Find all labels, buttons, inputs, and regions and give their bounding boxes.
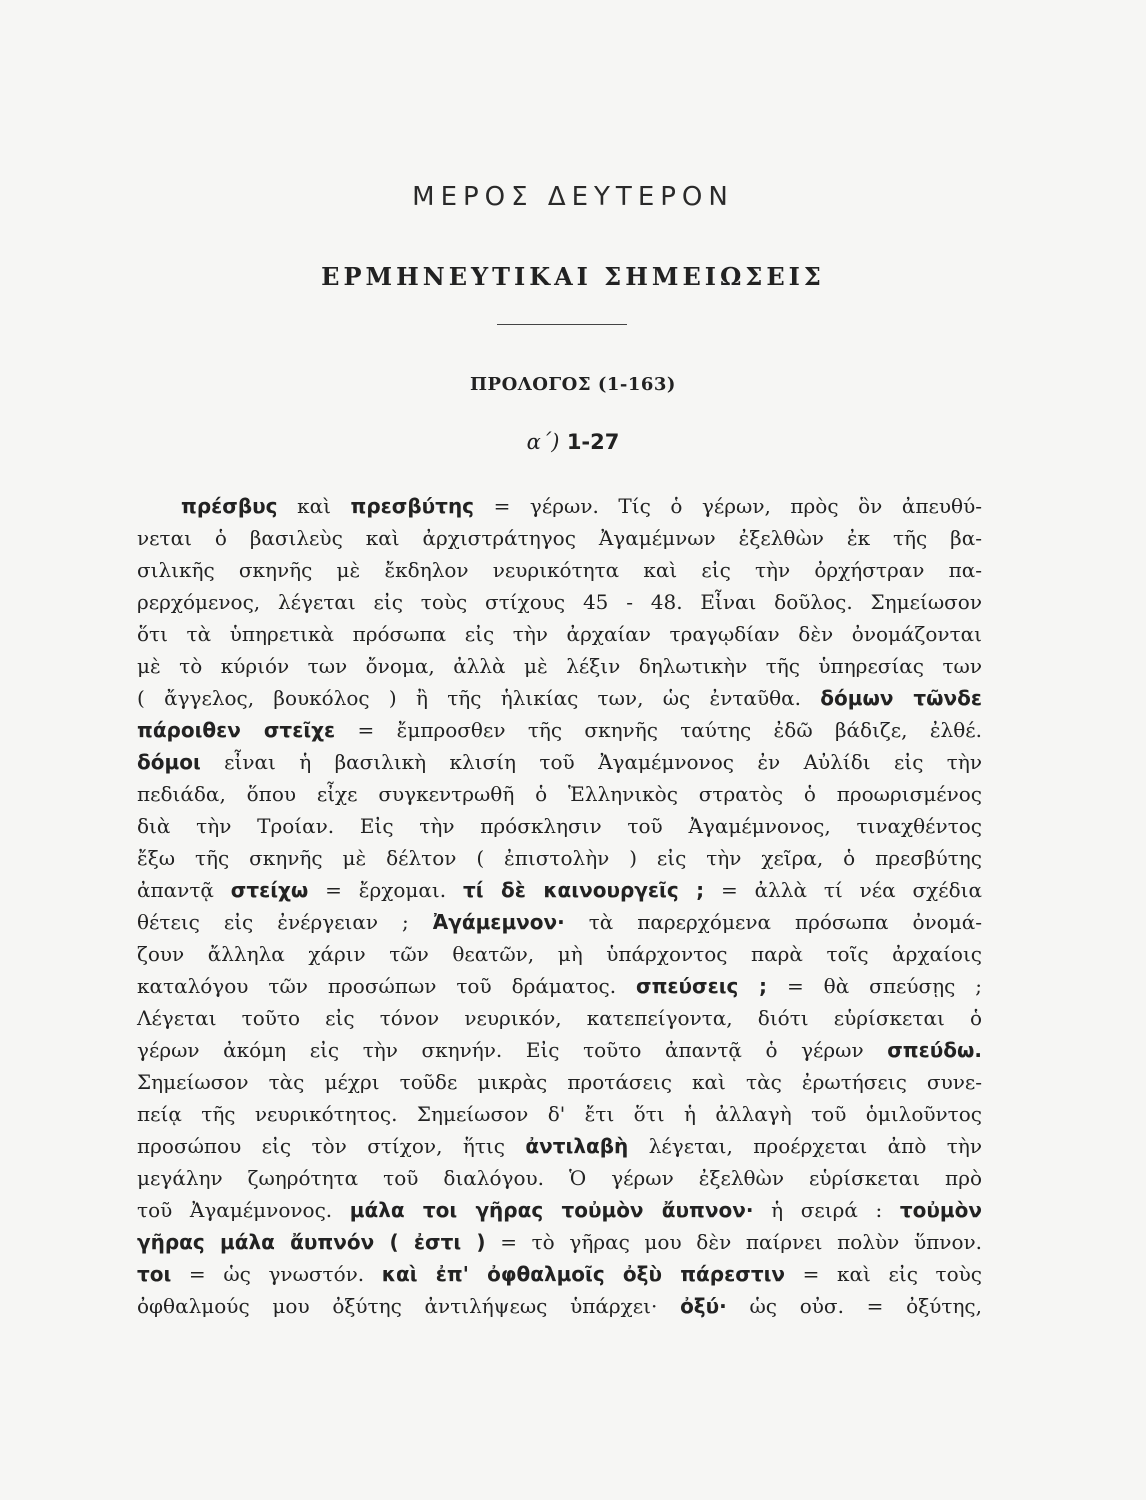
- title-divider: [497, 324, 627, 325]
- text-line: [137, 1098, 982, 1130]
- text-line: [137, 650, 982, 682]
- text-run: γέρων ἀκόμη εἰς τὴν σκηνήν. Εἰς τοῦτο ἀπαντᾷ ὁ γέρων: [137, 1038, 888, 1062]
- text-line: [137, 970, 982, 1002]
- text-run: = γέρων. Τίς ὁ γέρων, πρὸς ὃν ἀπευθύ-: [474, 494, 983, 518]
- text-run: = ἔρχομαι.: [308, 878, 463, 902]
- text-line: [137, 490, 982, 522]
- lemma-term: τοὐμὸν: [899, 1198, 982, 1222]
- text-run: ( ἄγγελος, βουκόλος ) ἢ τῆς ἡλικίας των, ὡς ἐνταῦθα.: [137, 686, 821, 710]
- text-line: [137, 1002, 982, 1034]
- text-line: [137, 1130, 982, 1162]
- text-line: [137, 1034, 982, 1066]
- text-line: [137, 874, 982, 906]
- text-line: [137, 1290, 982, 1322]
- text-line: [137, 714, 982, 746]
- text-run: τοῦ Ἀγαμέμνονος.: [137, 1198, 350, 1222]
- lemma-term: μάλα τοι γῆρας τοὐμὸν ἄυπνον·: [349, 1198, 754, 1222]
- text-run: ἔξω τῆς σκηνῆς μὲ δέλτον ( ἐπιστολὴν ) εἰς τὴν χεῖρα, ὁ πρεσβύτης: [137, 846, 982, 870]
- subsection-heading: [0, 430, 1146, 454]
- text-line: [137, 586, 982, 618]
- lemma-term: τοι: [137, 1262, 172, 1286]
- text-line: [137, 746, 982, 778]
- text-run: σιλικῆς σκηνῆς μὲ ἔκδηλον νευρικότητα καὶ εἰς τὴν ὀρχήστραν πα-: [137, 558, 982, 582]
- text-run: μεγάλην ζωηρότητα τοῦ διαλόγου. Ὁ γέρων ἐξελθὼν εὑρίσκεται πρὸ: [137, 1166, 982, 1190]
- text-run: καταλόγου τῶν προσώπων τοῦ δράματος.: [137, 974, 637, 998]
- text-line: [137, 618, 982, 650]
- text-run: Σημείωσον τὰς μέχρι τοῦδε μικρὰς προτάσεις καὶ τὰς ἐρωτήσεις συνε-: [137, 1070, 982, 1094]
- text-run: διὰ τὴν Τροίαν. Εἰς τὴν πρόσκλησιν τοῦ Ἀγαμέμνονος, τιναχθέντος: [137, 814, 982, 838]
- text-line: [137, 938, 982, 970]
- text-line: [137, 810, 982, 842]
- lemma-term: καὶ ἐπ' ὀφθαλμοῖς ὀξὺ πάρεστιν: [381, 1262, 785, 1286]
- text-line: [137, 1162, 982, 1194]
- text-run: = τὸ γῆρας μου δὲν παίρνει πολὺν ὕπνον.: [485, 1230, 982, 1254]
- text-run: ὀφθαλμούς μου ὀξύτης ἀντιλήψεως ὑπάρχει·: [137, 1294, 681, 1318]
- part-title: ΜΕΡΟΣ ΔΕΥΤΕΡΟΝ: [412, 182, 734, 212]
- text-run: ζουν ἄλληλα χάριν τῶν θεατῶν, μὴ ὑπάρχοντος παρὰ τοῖς ἀρχαίοις: [137, 942, 982, 966]
- commentary-text: [137, 490, 982, 1322]
- lemma-term: δόμων τῶνδε: [820, 686, 983, 710]
- text-line: [137, 778, 982, 810]
- lemma-term: στείχω: [230, 878, 309, 902]
- text-run: θέτεις εἰς ἐνέργειαν ;: [137, 910, 433, 934]
- text-run: μὲ τὸ κύριόν των ὄνομα, ἀλλὰ μὲ λέξιν δηλωτικὴν τῆς ὑπηρεσίας των: [137, 654, 982, 678]
- text-run: = ὡς γνωστόν.: [171, 1262, 382, 1286]
- text-run: ὅτι τὰ ὑπηρετικὰ πρόσωπα εἰς τὴν ἀρχαίαν τραγῳδίαν δὲν ὀνομάζονται: [137, 622, 982, 646]
- text-line: [137, 1194, 982, 1226]
- lemma-term: τί δὲ καινουργεῖς ;: [463, 878, 705, 902]
- text-run: πεδιάδα, ὅπου εἶχε συγκεντρωθῆ ὁ Ἑλληνικὸς στρατὸς ὁ προωρισμένος: [137, 782, 982, 806]
- text-run: προσώπου εἰς τὸν στίχον, ἥτις: [137, 1134, 526, 1158]
- lemma-term: πρέσβυς: [181, 494, 278, 518]
- text-run: Λέγεται τοῦτο εἰς τόνον νευρικόν, κατεπείγοντα, διότι εὑρίσκεται ὁ: [137, 1006, 982, 1030]
- lemma-term: πάροιθεν στεῖχε: [137, 718, 336, 742]
- text-line: [137, 1258, 982, 1290]
- subsection-range: 1-27: [566, 430, 620, 454]
- text-run: ρερχόμενος, λέγεται εἰς τοὺς στίχους 45 - 48. Εἶναι δοῦλος. Σημείωσον: [137, 590, 982, 614]
- prologue-heading: ΠΡΟΛΟΓΟΣ (1-163): [470, 374, 676, 395]
- lemma-term: Ἀγάμεμνον·: [432, 910, 565, 934]
- text-line: [137, 682, 982, 714]
- text-run: τὰ παρερχόμενα πρόσωπα ὀνομά-: [564, 910, 982, 934]
- subsection-letter: α΄): [526, 430, 560, 454]
- text-line: [137, 554, 982, 586]
- lemma-term: πρεσβύτης: [350, 494, 475, 518]
- text-run: εἶναι ἡ βασιλικὴ κλισίη τοῦ Ἀγαμέμνονος ἐν Αὐλίδι εἰς τὴν: [200, 750, 982, 774]
- text-run: = ἀλλὰ τί νέα σχέδια: [704, 878, 982, 902]
- lemma-term: ἀντιλαβὴ: [525, 1134, 629, 1158]
- lemma-term: δόμοι: [137, 750, 201, 774]
- text-line: [137, 1066, 982, 1098]
- text-run: πείᾳ τῆς νευρικότητος. Σημείωσον δ' ἔτι ὅτι ἡ ἀλλαγὴ τοῦ ὁμιλοῦντος: [137, 1102, 982, 1126]
- lemma-term: σπεύσεις ;: [636, 974, 767, 998]
- text-line: [137, 522, 982, 554]
- text-run: ὡς οὐσ. = ὀξύτης,: [726, 1294, 982, 1318]
- text-run: λέγεται, προέρχεται ἀπὸ τὴν: [628, 1134, 983, 1158]
- text-run: = θὰ σπεύσῃς ;: [766, 974, 983, 998]
- text-run: = καὶ εἰς τοὺς: [785, 1262, 982, 1286]
- text-line: [137, 906, 982, 938]
- text-run: καὶ: [277, 494, 351, 518]
- lemma-term: ὀξύ·: [680, 1294, 727, 1318]
- lemma-term: σπεύδω.: [887, 1038, 982, 1062]
- text-line: [137, 842, 982, 874]
- text-run: = ἔμπροσθεν τῆς σκηνῆς ταύτης ἐδῶ βάδιζε, ἐλθέ.: [335, 718, 982, 742]
- lemma-term: γῆρας μάλα ἄυπνόν ( ἐστι ): [137, 1230, 486, 1254]
- section-title: ΕΡΜΗΝΕΥΤΙΚΑΙ ΣΗΜΕΙΩΣΕΙΣ: [321, 262, 825, 291]
- text-line: [137, 1226, 982, 1258]
- text-run: νεται ὁ βασιλεὺς καὶ ἀρχιστράτηγος Ἀγαμέμνων ἐξελθὼν ἐκ τῆς βα-: [137, 526, 982, 550]
- text-run: ἡ σειρά :: [753, 1198, 900, 1222]
- text-run: ἀπαντᾷ: [137, 878, 231, 902]
